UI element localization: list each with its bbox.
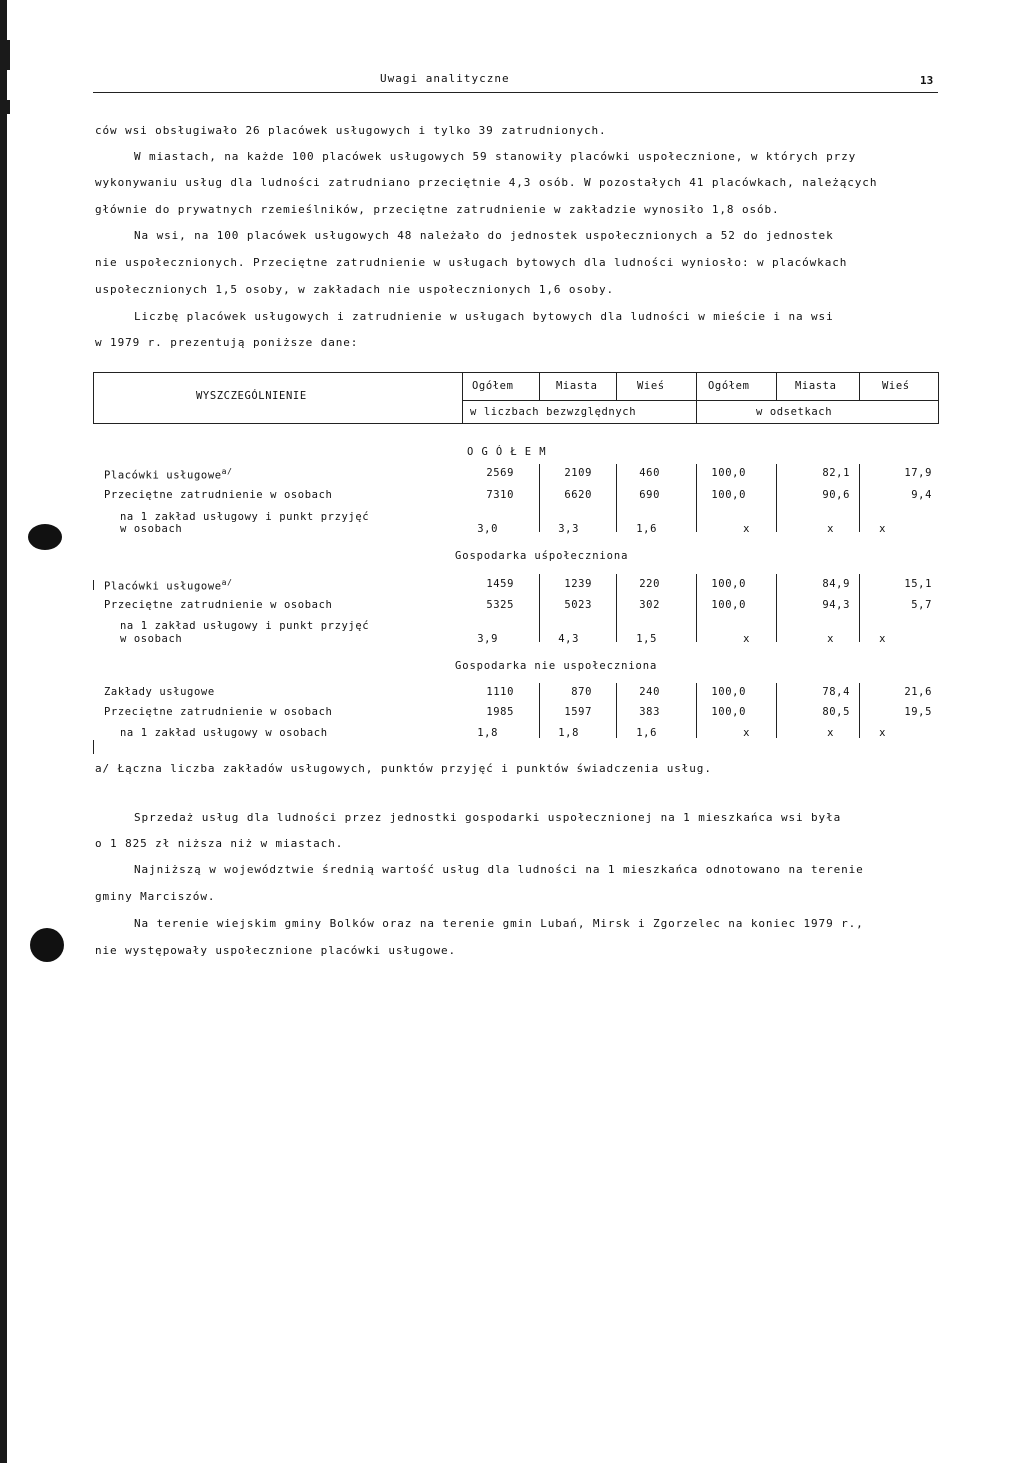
table-col-divider: [859, 464, 860, 532]
table-cell: x: [827, 523, 834, 535]
punch-hole-mark: [28, 524, 62, 550]
table-cell: 100,0: [711, 599, 746, 611]
column-group-header: w liczbach bezwzględnych: [470, 406, 637, 418]
table-cell: 17,9: [904, 467, 932, 479]
column-header: Wieś: [637, 380, 665, 392]
table-cell: 100,0: [711, 489, 746, 501]
scan-edge-mark: [7, 100, 10, 114]
row-label: Placówki usługowe$^{a/}$: [104, 578, 233, 593]
table-cell: 80,5: [822, 706, 850, 718]
table-cell: x: [827, 727, 834, 739]
table-left-border: [93, 580, 94, 590]
paragraph-line: W miastach, na każde 100 placówek usługowych 59 stanowiły placówki uspołecznione, w których przy: [134, 150, 857, 163]
table-cell: x: [879, 523, 886, 535]
row-label: w osobach: [120, 523, 183, 535]
table-cell: 84,9: [822, 578, 850, 590]
table-cell: 3,9: [477, 633, 498, 645]
table-col-divider: [776, 372, 777, 400]
paragraph-line: Liczbę placówek usługowych i zatrudnienie w usługach bytowych dla ludności w mieście i na wsi: [134, 310, 834, 323]
table-cell: 460: [639, 467, 660, 479]
table-cell: 1597: [564, 706, 592, 718]
table-cell: 1,6: [636, 523, 657, 535]
table-cell: 19,5: [904, 706, 932, 718]
row-label: Placówki usługowe$^{a/}$: [104, 467, 233, 482]
column-group-header: w odsetkach: [756, 406, 833, 418]
paragraph-line: głównie do prywatnych rzemieślników, przeciętne zatrudnienie w zakładzie wynosiło 1,8 osób.: [95, 203, 780, 216]
table-cell: 100,0: [711, 578, 746, 590]
table-cell: x: [743, 523, 750, 535]
page-number: 13: [920, 74, 934, 87]
column-header: Ogółem: [472, 380, 514, 392]
row-label: Przeciętne zatrudnienie w osobach: [104, 706, 333, 718]
table-cell: 4,3: [558, 633, 579, 645]
table-cell: 1,8: [558, 727, 579, 739]
table-cell: 1,5: [636, 633, 657, 645]
table-col-divider: [539, 372, 540, 400]
table-cell: x: [743, 633, 750, 645]
table-cell: x: [879, 727, 886, 739]
row-label: Przeciętne zatrudnienie w osobach: [104, 599, 333, 611]
table-cell: x: [827, 633, 834, 645]
table-cell: x: [743, 727, 750, 739]
column-header: Wieś: [882, 380, 910, 392]
table-cell: 7310: [486, 489, 514, 501]
paragraph-line: Na terenie wiejskim gminy Bolków oraz na terenie gmin Lubań, Mirsk i Zgorzelec na koniec 1979 r.,: [134, 917, 864, 930]
paragraph-line: Najniższą w województwie średnią wartość usług dla ludności na 1 mieszkańca odnotowano na terenie: [134, 863, 864, 876]
table-cell: 100,0: [711, 686, 746, 698]
table-cell: 302: [639, 599, 660, 611]
punch-hole-mark: [30, 928, 64, 962]
table-cell: 6620: [564, 489, 592, 501]
table-cell: 15,1: [904, 578, 932, 590]
table-col-divider: [776, 464, 777, 532]
table-cell: 240: [639, 686, 660, 698]
table-cell: 2109: [564, 467, 592, 479]
table-cell: 690: [639, 489, 660, 501]
table-cell: 1,6: [636, 727, 657, 739]
table-header-divider: [462, 400, 939, 401]
running-header: Uwagi analityczne: [380, 72, 510, 85]
paragraph-line: ców wsi obsługiwało 26 placówek usługowych i tylko 39 zatrudnionych.: [95, 124, 607, 137]
table-col-divider: [776, 574, 777, 642]
scan-edge-mark: [7, 40, 10, 70]
table-left-border: [93, 740, 94, 754]
section-title: Gospodarka uśpołeczniona: [455, 550, 629, 562]
paragraph-line: Na wsi, na 100 placówek usługowych 48 należało do jednostek uspołecznionych a 52 do jednostek: [134, 229, 834, 242]
paragraph-line: Sprzedaż usług dla ludności przez jednostki gospodarki uspołecznionej na 1 mieszkańca wsi była: [134, 811, 842, 824]
table-cell: 3,0: [477, 523, 498, 535]
table-cell: 82,1: [822, 467, 850, 479]
table-col-divider: [616, 372, 617, 400]
column-header: Ogółem: [708, 380, 750, 392]
paragraph-line: gminy Marciszów.: [95, 890, 216, 903]
section-title: Gospodarka nie uspołeczniona: [455, 660, 658, 672]
paragraph-line: wykonywaniu usług dla ludności zatrudniano przeciętnie 4,3 osób. W pozostałych 41 placówkach, należących: [95, 176, 878, 189]
table-cell: 5,7: [911, 599, 932, 611]
table-cell: 383: [639, 706, 660, 718]
table-cell: 1985: [486, 706, 514, 718]
table-cell: 21,6: [904, 686, 932, 698]
table-cell: 94,3: [822, 599, 850, 611]
table-cell: x: [879, 633, 886, 645]
table-stub-divider: [462, 372, 463, 424]
column-header: Miasta: [795, 380, 837, 392]
table-cell: 3,3: [558, 523, 579, 535]
table-header-bottom-rule: [93, 423, 939, 424]
paragraph-line: uspołecznionych 1,5 osoby, w zakładach nie uspołecznionych 1,6 osoby.: [95, 283, 615, 296]
table-cell: 9,4: [911, 489, 932, 501]
table-cell: 1459: [486, 578, 514, 590]
paragraph-line: w 1979 r. prezentują poniższe dane:: [95, 336, 359, 349]
scan-edge: [0, 0, 7, 1463]
table-top-rule: [93, 372, 939, 373]
table-footnote: a/ Łączna liczba zakładów usługowych, punktów przyjęć i punktów świadczenia usług.: [95, 762, 712, 775]
column-header: Miasta: [556, 380, 598, 392]
table-cell: 1239: [564, 578, 592, 590]
table-cell: 78,4: [822, 686, 850, 698]
row-label: w osobach: [120, 633, 183, 645]
header-rule: [93, 92, 938, 93]
table-cell: 1,8: [477, 727, 498, 739]
table-cell: 1110: [486, 686, 514, 698]
table-cell: 2569: [486, 467, 514, 479]
stub-header: WYSZCZEGÓLNIENIE: [196, 390, 307, 402]
row-label: Przeciętne zatrudnienie w osobach: [104, 489, 333, 501]
table-cell: 100,0: [711, 467, 746, 479]
table-cell: 90,6: [822, 489, 850, 501]
table-cell: 5325: [486, 599, 514, 611]
table-cell: 5023: [564, 599, 592, 611]
table-right-border: [938, 372, 939, 424]
row-label: na 1 zakład usługowy i punkt przyjęć: [120, 511, 370, 523]
paragraph-line: o 1 825 zł niższa niż w miastach.: [95, 837, 344, 850]
table-left-border: [93, 372, 94, 424]
table-col-divider: [859, 372, 860, 400]
paragraph-line: nie występowały uspołecznione placówki usługowe.: [95, 944, 457, 957]
table-cell: 870: [571, 686, 592, 698]
table-col-divider: [696, 372, 697, 424]
paragraph-line: nie uspołecznionych. Przeciętne zatrudnienie w usługach bytowych dla ludności wyniosło: w placówkach: [95, 256, 848, 269]
footnote-marker: a/: [221, 578, 233, 587]
table-col-divider: [859, 574, 860, 642]
row-label: na 1 zakład usługowy w osobach: [120, 727, 328, 739]
row-label: na 1 zakład usługowy i punkt przyjęć: [120, 620, 370, 632]
table-cell: 220: [639, 578, 660, 590]
footnote-marker: a/: [221, 467, 233, 476]
row-label: Zakłady usługowe: [104, 686, 215, 698]
section-title: O G Ó Ł E M: [467, 446, 547, 458]
table-cell: 100,0: [711, 706, 746, 718]
